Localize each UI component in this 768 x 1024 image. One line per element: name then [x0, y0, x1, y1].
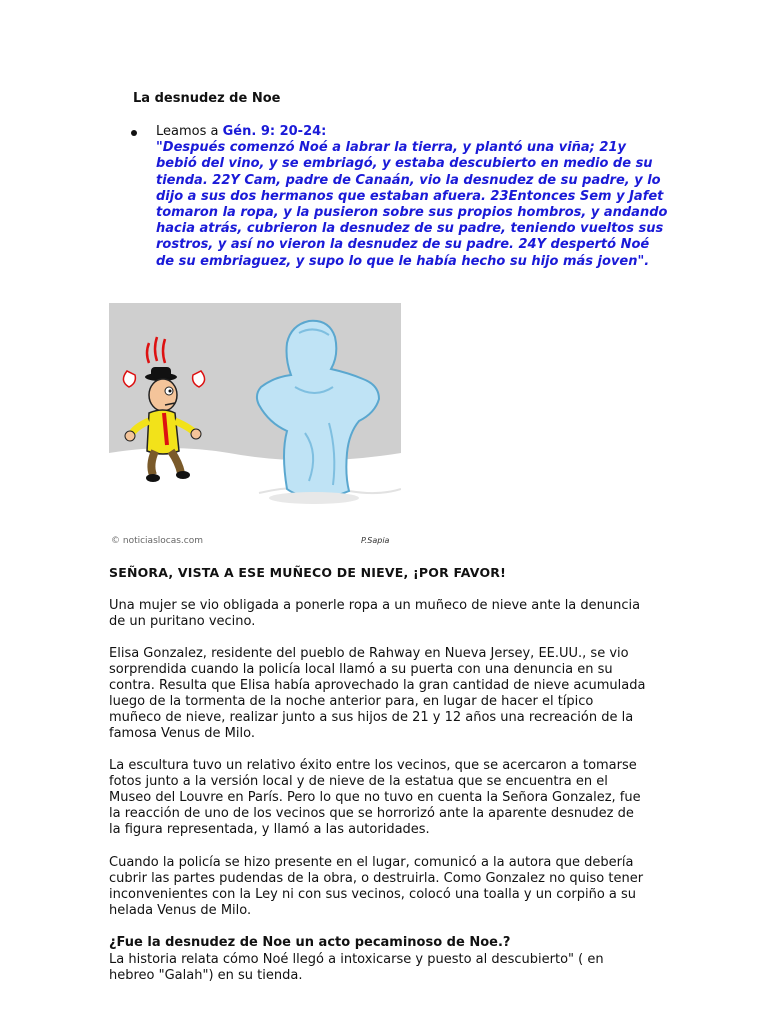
closing-paragraph: La historia relata cómo Noé llegó a intoxicarse y puesto al descubierto" ( en hebreo "Galah") en su tienda. — [109, 952, 604, 983]
page-title: La desnudez de Noe — [133, 91, 281, 106]
bullet-dot-icon — [131, 130, 137, 136]
snow-venus-cartoon — [109, 303, 401, 548]
article-headline: SEÑORA, VISTA A ESE MUÑECO DE NIEVE, ¡POR FAVOR! — [109, 565, 507, 580]
article-paragraph: Elisa Gonzalez, residente del pueblo de Rahway en Nueva Jersey, EE.UU., se vio sorprendida cuando la policía local llamó a su puerta con una denuncia en su contra. Resulta que Elisa había aprovechado la gran cantidad de nieve acumulada luego de la tormenta de la noche anterior para, en lugar de hacer el típico muñeco de nieve, realizar junto a sus hijos de 21 y 12 años una recreación de la famosa Venus de Milo. — [109, 646, 646, 741]
article-paragraph: Una mujer se vio obligada a ponerle ropa a un muñeco de nieve ante la denuncia de un puritano vecino. — [109, 598, 641, 629]
artist-signature: P.Sapia — [361, 536, 390, 545]
scripture-quote: "Después comenzó Noé a labrar la tierra, y plantó una viña; 21y bebió del vino, y se embriagó, y estaba descubierto en medio de su tienda. 22Y Cam, padre de Canaán, vio la desnudez de su padre, y lo dijo a sus dos hermanos que estaban afuera. 23Entonces Sem y Jafet tomaron la ropa, y la pusieron sobre sus propios hombros, y andando hacia atrás, cubrieron la desnudez de su padre, teniendo vueltos sus rostros, y así no vieron la desnudez de su padre. 24Y despertó Noé de su embriaguez, y supo lo que le había hecho su hijo más joven". — [156, 140, 668, 269]
bullet-body — [156, 124, 668, 270]
image-watermark: © noticiaslocas.com — [111, 536, 203, 546]
scripture-bullet — [128, 124, 668, 270]
article-paragraph: La escultura tuvo un relativo éxito entre los vecinos, que se acercaron a tomarse fotos junto a la versión local y de nieve de la estatua que se encuentra en el Museo del Louvre en París. Pero lo que no tuvo en cuenta la Señora Gonzalez, fue la reacción de uno de los vecinos que se horrorizó ante la aparente desnudez de la figura representada, y llamó a las autoridades. — [109, 758, 641, 837]
article-paragraph: Cuando la policía se hizo presente en el lugar, comunicó a la autora que debería cubrir las partes pudendas de la obra, o destruirla. Como Gonzalez no quiso tener inconvenientes con la Ley ni con sus vecinos, colocó una toalla y un corpiño a su helada Venus de Milo. — [109, 855, 644, 918]
bullet-lead: Leamos a — [156, 124, 223, 139]
scripture-reference: Gén. 9: 20-24: — [222, 124, 327, 139]
question-heading: ¿Fue la desnudez de Noe un acto pecaminoso de Noe.? — [109, 935, 511, 950]
